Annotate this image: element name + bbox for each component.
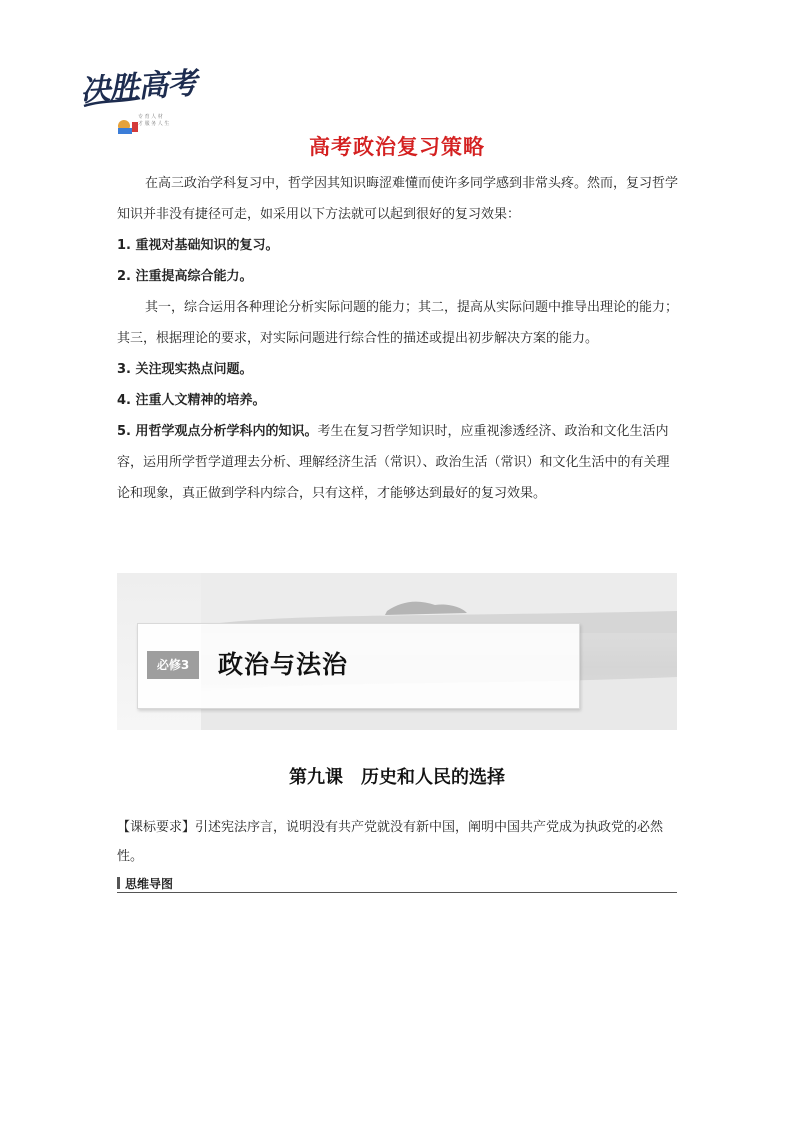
mindmap-label: 思维导图 <box>125 877 174 891</box>
strategy-item-5-text: 考生在复习哲学知识时，应重视渗透经济、政治和文化生活内容，运用所学哲学道理去分析、理解经济生活（常识）、政治生活（常识）和文化生活中的有关理论和现象，真正做到学科内综合，只有这样，才能够达到最好的复习效果。 <box>117 424 670 501</box>
strategy-item-1: 1. 重视对基础知识的复习。 <box>117 238 279 253</box>
logo-sub-line1: 专 育 人 材 <box>138 114 163 120</box>
requirement-text: 引述宪法序言，说明没有共产党就没有新中国，阐明中国共产党成为执政党的必然性。 <box>117 820 664 864</box>
strategy-item-5-heading: 5. 用哲学观点分析学科内的知识。 <box>117 424 318 439</box>
strategy-item-4: 4. 注重人文精神的培养。 <box>117 393 266 408</box>
intro-paragraph: 在高三政治学科复习中，哲学因其知识晦涩难懂而使许多同学感到非常头疼。然而，复习哲学知识并非没有捷径可走，如采用以下方法就可以起到很好的复习效果： <box>117 176 679 222</box>
strategy-item-5 <box>117 416 679 509</box>
logo-subtitle <box>138 114 169 128</box>
module-title: 政治与法治 <box>218 650 349 679</box>
module-tag: 必修3 <box>147 651 199 679</box>
lesson-title: 第九课 历史和人民的选择 <box>289 767 505 788</box>
module-banner <box>117 573 677 730</box>
mindmap-marker <box>117 877 120 889</box>
banner-card <box>137 623 580 709</box>
curriculum-requirement <box>117 813 679 871</box>
strategy-item-3: 3. 关注现实热点问题。 <box>117 362 253 377</box>
strategy-item-2-detail: 其一，综合运用各种理论分析实际问题的能力；其二，提高从实际问题中推导出理论的能力；其三，根据理论的要求，对实际问题进行综合性的描述或提出初步解决方案的能力。 <box>117 300 679 346</box>
logo-text: 决胜高考 <box>79 65 198 109</box>
mindmap-header <box>117 874 677 893</box>
strategy-item-2: 2. 注重提高综合能力。 <box>117 269 253 284</box>
intro-section <box>117 168 679 509</box>
requirement-label: 【课标要求】 <box>117 820 196 835</box>
document-title: 高考政治复习策略 <box>309 135 485 159</box>
logo-sub-line2: 才 服 务 人 生 <box>138 121 170 127</box>
